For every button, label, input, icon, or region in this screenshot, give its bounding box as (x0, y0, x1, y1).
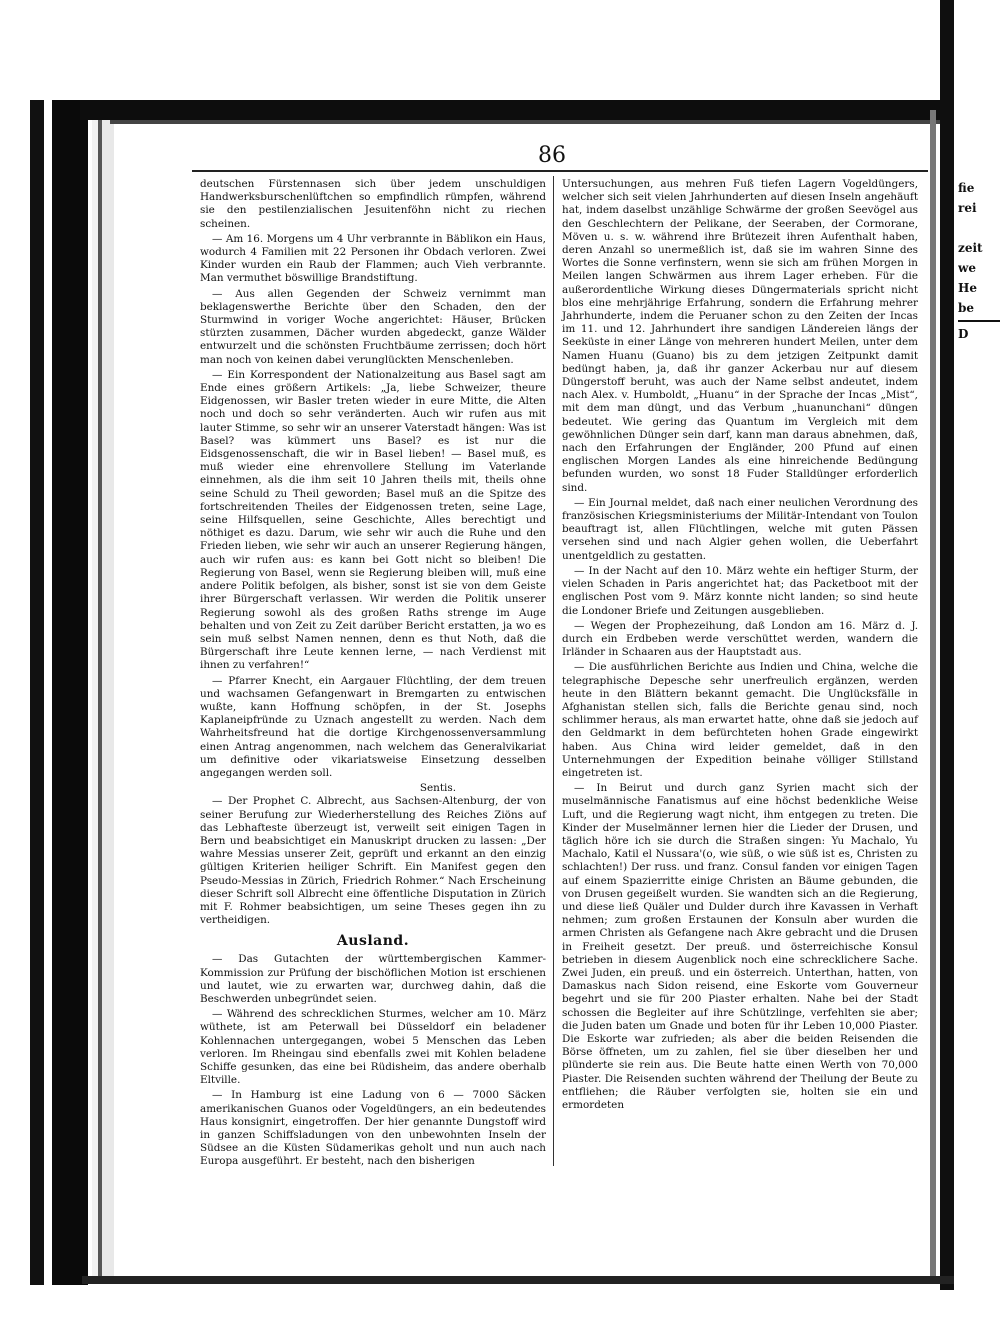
article-paragraph: — Der Prophet C. Albrecht, aus Sachsen-Altenburg, der von seiner Berufung zur Wiederherstellung des Reiches Ziöns auf das Lebhafteste überzeugt ist, verweilt seit einigen Tagen in Bern und beabsichtiget ein Manuskript drucken zu lassen: „Der wahre Messias unserer Zeit, geprüft und erkannt an den einzig gültigen Kriterien heiliger Schrift. Ein Manifest gegen den Pseudo-Messias in Zürich, Friedrich Rohmer.“ Nach Erscheinung dieser Schrift soll Albrecht eine öffentliche Disputation in Zürich mit F. Rohmer beabsichtigen, um seine Theses gegen ihn zu vertheidigen. (200, 795, 546, 927)
section-heading: Ausland. (336, 933, 410, 950)
article-signoff: Sentis. (419, 782, 456, 795)
article-paragraph: — Wegen der Prophezeihung, daß London am 16. März d. J. durch ein Erdbeben werde verschüttet werden, wandern die Irländer in Schaaren aus der Hauptstadt aus. (562, 619, 918, 659)
article-paragraph: — Das Gutachten der württembergischen Kammer-Kommission zur Prüfung der bischöflichen Motion ist erschienen und lautet, wie zu erwarten war, durchweg dahin, daß die Beschwerden unbegründet seien. (200, 953, 546, 1005)
scan-border-right (940, 0, 954, 1290)
neighbor-fragment: be (958, 301, 975, 315)
article-paragraph: — Die ausführlichen Berichte aus Indien und China, welche die telegraphische Depesche sehr unerfreulich ergänzen, werden heute in den Blättern bekannt gemacht. Die Unglücksfälle in Afghanistan stellen sich, falls die Berichte genau sind, noch schlimmer heraus, als man erwartet hatte, ohne daß sie jedoch auf den Geldmarkt in dem befürchteten hohen Grade eingewirkt haben. Aus China wird leider gemeldet, daß in den Unternehmungen der Expedition beinahe völliger Stillstand eingetreten ist. (562, 661, 918, 779)
scan-border-top-inner (110, 120, 940, 124)
page-number: 86 (538, 143, 566, 168)
neighbor-fragment (958, 218, 1000, 238)
neighbor-fragment: fie (958, 181, 975, 195)
neighbor-fragment: we (958, 261, 976, 275)
scan-border-bottom (82, 1276, 954, 1284)
neighbor-fragment: rei (958, 201, 977, 215)
neighbor-rule (958, 320, 1000, 322)
header-rule (192, 170, 928, 172)
right-column (562, 178, 918, 1114)
article-paragraph: — Pfarrer Knecht, ein Aargauer Flüchtling, der dem treuen und wachsamen Gefangenwart in Bremgarten zu entwischen wußte, kann Hoffnung schöpfen, in der St. Josephs Kaplaneipfründe zu Uznach angestellt zu werden. Nach dem Wahrheitsfreund hat die dortige Kirchgenossenversammlung einen Antrag angenommen, nach welchem das Generalvikariat um definitive oder vikariatsweise Einsetzung desselben angegangen werden soll. (200, 674, 546, 779)
neighbor-page-fragments (958, 178, 1000, 344)
article-paragraph: — In Hamburg ist eine Ladung von 6 — 7000 Säcken amerikanischen Guanos oder Vogeldüngers, an ein bedeutendes Haus konsignirt, eingetroffen. Der hier genannte Dungstoff wird in ganzen Schiffsladungen von den unbewohnten Inseln der Südsee an die Küsten Südamerikas geholt und nun auch nach Europa ausgeführt. Er besteht, nach den bisherigen (200, 1089, 546, 1168)
column-divider (553, 176, 554, 1166)
article-paragraph: — In der Nacht auf den 10. März wehte ein heftiger Sturm, der vielen Schaden in Paris angerichtet hat; das Packetboot mit der englischen Post vom 9. März konnte nicht landen; so sind heute die Londoner Briefe und Zeitungen ausgeblieben. (562, 564, 918, 617)
scan-border-top (80, 100, 950, 120)
scan-gutter-left (92, 118, 114, 1278)
article-paragraph: — Aus allen Gegenden der Schweiz vernimmt man beklagenswerthe Berichte über den Schaden, den der Sturmwind in voriger Woche angerichtet: Häuser, Brücken stürzten zusammen, Dächer wurden abgedeckt, ganze Wälder entwurzelt und die schönsten Fruchtbäume zerrissen; doch hört man noch von keinen dabei verunglückten Menschenleben. (200, 287, 546, 366)
article-paragraph: — In Beirut und durch ganz Syrien macht sich der muselmännische Fanatismus auf eine höchst bedenkliche Weise Luft, und die Regierung wagt nicht, ihm entgegen zu treten. Die Kinder der Muselmänner lernen hier die Lieder der Drusen, und täglich höre ich sie durch die Straßen singen: Yu Machalo, Yu Machalo, Katil el Nussara'(o, wie süß, o wie süß ist es, Christen zu schlachten!) Der russ. und franz. Consul fanden vor einigen Tagen auf einem Spazierritte einige Christen an Bäume gebunden, die von Drusen gegeißelt wurden. Sie wandten sich an die Regierung, und diese ließ Quäler und Dulder durch ihre Kavassen in Verhaft nehmen; zum großen Erstaunen der Konsuln aber wurden die armen Christen als Gefangene nach Akre gebracht und die Drusen in Freiheit gesetzt. Der preuß. und österreichische Konsul betrieben in diesem Augenblick noch eine schrecklichere Sache. Zwei Juden, ein preuß. und ein österreich. Unterthan, hatten, von Damaskus nach Sidon reisend, eine Eskorte vom Gouverneur begehrt und sie für 200 Piaster erhalten. Nahe bei der Stadt schossen die Begleiter auf ihre Schützlinge, verfehlten sie aber; die Juden baten um Gnade und boten für ihr Leben 10,000 Piaster. Die Eskorte war zufrieden; als aber die beiden Reisenden die Börse öffneten, um zu zahlen, fiel sie über dieselben her und plünderte sie rein aus. Die Beute hatte einen Werth von 70,000 Piaster. Die Reisenden suchten während der Theilung der Beute zu entfliehen; die Räuber verfolgten sie, holten sie ein und ermordeten (562, 782, 918, 1112)
article-paragraph: deutschen Fürstennasen sich über jedem unschuldigen Handwerksburschenlüftchen so empfindlich rümpfen, während sie den pestilenzialischen Jesuitenföhn nicht zu riechen scheinen. (200, 178, 546, 230)
scan-border-left (0, 100, 88, 1285)
article-paragraph: — Am 16. Morgens um 4 Uhr verbrannte in Bäblikon ein Haus, wodurch 4 Familien mit 22 Personen ihr Obdach verloren. Zwei Kinder wurden ein Raub der Flammen; auch Vieh verbrannte. Man vermuthet böswillige Brandstiftung. (200, 232, 546, 285)
scan-border-right-inner (930, 110, 936, 1280)
article-paragraph: Untersuchungen, aus mehren Fuß tiefen Lagern Vogeldüngers, welcher sich seit vielen Jahrhunderten auf diesen Inseln angehäuft hat, indem daselbst unzählige Schwärme der großen Seevögel aus den Geschlechtern der Pelikane, der Seeraben, der Cormorane, Möven u. s. w. während ihre Brütezeit ihren Aufenthalt haben, deren Anzahl so unermeßlich ist, daß sie im wahren Sinne des Wortes die Sonne verfinstern, wenn sie sich am frühen Morgen in Meilen langen Schwärmen aus ihrem Lager erheben. Für die außerordentliche Wirkung dieses Düngermaterials spricht nicht blos eine mehrjährige Erfahrung, sondern die Erfahrung mehrer Jahrhunderte, indem die Peruaner schon zu den Zeiten der Incas im 11. und 12. Jahrhundert ihre sandigen Ländereien längs der Seeküste in einer Länge von mehreren hundert Meilen, unter dem Namen Huanu (Guano) bis zu dem jetzigen Zeitpunkt damit bedüngt haben, ja, daß ihr ganzer Ackerbau nur auf diesem Düngerstoff beruht, was auch der Name selbst andeutet, indem nach Alex. v. Humboldt, „Huanu“ in der Sprache der Incas „Mist“, mit dem man düngt, und das Verbum „huanunchani“ düngen bedeutet. Wie gering das Quantum im Vergleich mit dem gewöhnlichen Dünger sein darf, kann man daraus abnehmen, daß, nach den Erfahrungen der Engländer, 200 Pfund auf einen englischen Morgen Landes als eine hinreichende Bedüngung befunden wurden, wo sonst 18 Fuder Stalldünger erforderlich sind. (562, 178, 918, 494)
article-paragraph: — Ein Journal meldet, daß nach einer neulichen Verordnung des französischen Kriegsministeriums der Militär-Intendant von Toulon beauftragt ist, allen Flüchtlingen, welche mit guten Pässen versehen sind und nach Algier gehen wollen, die Ueberfahrt unentgeldlich zu gestatten. (562, 496, 918, 562)
article-paragraph: — Während des schrecklichen Sturmes, welcher am 10. März wüthete, ist am Peterwall bei Düsseldorf ein beladener Kohlennachen untergegangen, wobei 5 Menschen das Leben verloren. Im Rheingau sind ebenfalls zwei mit Kohlen beladene Schiffe gesunken, das eine bei Rüdisheim, das andere oberhalb Eltville. (200, 1008, 546, 1087)
article-paragraph: — Ein Korrespondent der Nationalzeitung aus Basel sagt am Ende eines größern Artikels: „Ja, liebe Schweizer, theure Eidgenossen, wir Basler treten wieder in eure Mitte, die Alten noch und doch so sehr veränderten. Auch wir rufen aus mit lauter Stimme, so sehr wir an unserer Vaterstadt hängen: Was ist Basel? was kümmert uns Basel? es ist nur die Eidsgenossenschaft, die wir in Basel lieben! — Basel muß, es muß wieder eine ehrenvollere Stellung im Vaterlande einnehmen, als die ihm seit 10 Jahren theils mit, theils ohne seine Schuld zu Theil geworden; Basel muß an die Spitze des fortschreitenden Theiles der Eidgenossen treten, seine Lage, seine Hilfsquellen, seine Geschichte, Alles berechtigt und nöthiget es dazu. Darum, wie sehr wir auch die Ruhe und den Frieden lieben, wie sehr wir auch an unserer Regierung hängen, auch wir rufen aus: es kann bei Gott nicht so bleiben! Die Regierung von Basel, wenn sie Regierung bleiben will, muß eine andere Politik befolgen, als bisher, sonst ist sie von dem Geiste ihrer Bürgerschaft verlassen. Wir werden die Politik unserer Regierung sowohl als des großen Raths strenge im Auge behalten und von Zeit zu Zeit darüber Bericht erstatten, ja wo es sein muß selbst Namen nennen, denn es thut Noth, daß die Bürgerschaft ihre Leute kennen lerne, — nach Verdienst mit ihnen zu verfahren!“ (200, 368, 546, 672)
left-column (200, 178, 546, 1171)
neighbor-fragment: D (958, 327, 969, 341)
neighbor-fragment: He (958, 281, 977, 295)
neighbor-fragment: zeit (958, 241, 983, 255)
